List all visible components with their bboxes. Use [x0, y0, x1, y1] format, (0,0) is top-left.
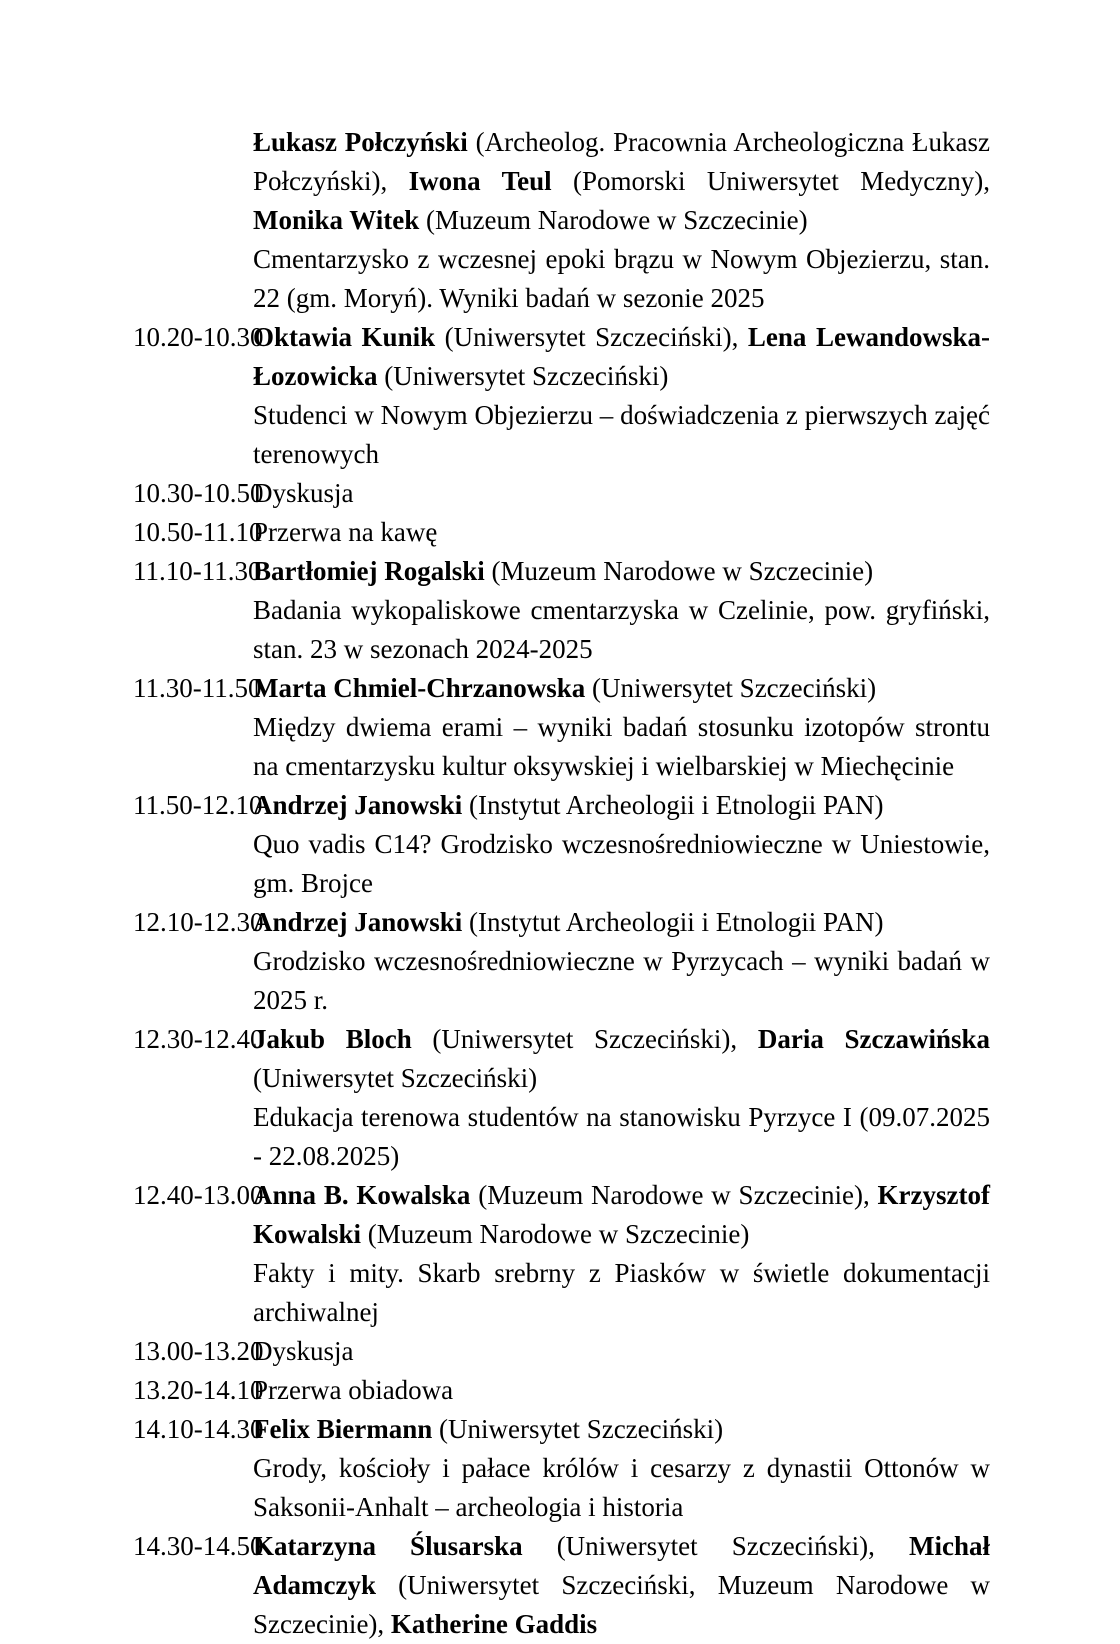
entry-speakers-line [253, 513, 990, 552]
affiliation-text: Dyskusja [253, 478, 354, 508]
entry-time-range: 10.50-11.10 [133, 517, 263, 547]
entry-speakers-line [253, 318, 990, 396]
speaker-name: Michał Adamczyk [253, 1531, 990, 1600]
entry-talk-title: Cmentarzysko z wczesnej epoki brązu w Nowym Objezierzu, stan. 22 (gm. Moryń). Wyniki badań w sezonie 2025 [253, 244, 990, 313]
speaker-name: Katherine Gaddis [390, 1609, 598, 1639]
speaker-name: Jakub Bloch [253, 1024, 412, 1054]
speaker-name: Andrzej Janowski [253, 907, 463, 937]
schedule-entry [133, 552, 990, 669]
affiliation-text: (Uniwersytet Szczeciński) [377, 361, 669, 391]
affiliation-text: (Pomorski Uniwersytet Medyczny), [551, 166, 990, 196]
affiliation-text: (Muzeum Narodowe w Szczecinie) [484, 556, 874, 586]
entry-time-range: 11.50-12.10 [133, 790, 263, 820]
entry-time-range: 12.40-13.00 [133, 1180, 264, 1210]
entry-speakers-line [253, 786, 990, 825]
entry-talk-title: Grody, kościoły i pałace królów i cesarzy z dynastii Ottonów w Saksonii-Anhalt – archeologia i historia [253, 1453, 990, 1522]
affiliation-text: (Uniwersytet Szczeciński) [432, 1414, 724, 1444]
schedule-entry [133, 903, 990, 1020]
affiliation-text: (Uniwersytet Szczeciński) [253, 1063, 538, 1093]
affiliation-text: (Uniwersytet Szczeciński) [585, 673, 877, 703]
affiliation-text: (Muzeum Narodowe w Szczecinie) [419, 205, 808, 235]
entry-speakers-line [253, 1020, 990, 1098]
entry-time-range: 11.10-11.30 [133, 556, 262, 586]
speaker-name: Marta Chmiel-Chrzanowska [253, 673, 586, 703]
schedule-entry [133, 474, 990, 513]
speaker-name: Felix Biermann [253, 1414, 433, 1444]
schedule-entry [133, 786, 990, 903]
entry-time-range: 11.30-11.50 [133, 673, 262, 703]
affiliation-text: (Uniwersytet Szczeciński), [411, 1024, 758, 1054]
affiliation-text: Dyskusja [253, 1336, 354, 1366]
schedule-entry [133, 318, 990, 474]
entry-content [253, 1527, 990, 1644]
affiliation-text: (Instytut Archeologii i Etnologii PAN) [462, 907, 884, 937]
entry-content [253, 786, 990, 903]
program-schedule-list [133, 123, 990, 1644]
entry-content [253, 1332, 990, 1371]
entry-content [253, 474, 990, 513]
entry-time-range: 13.20-14.10 [133, 1375, 264, 1405]
entry-speakers-line [253, 1410, 990, 1449]
entry-speakers-line [253, 1176, 990, 1254]
speaker-name: Oktawia Kunik [253, 322, 436, 352]
speaker-name: Anna B. Kowalska [253, 1180, 471, 1210]
speaker-name: Łukasz Połczyński [253, 127, 468, 157]
schedule-entry [133, 1371, 990, 1410]
entry-talk-title: Między dwiema erami – wyniki badań stosunku izotopów strontu na cmentarzysku kultur oksywskiej i wielbarskiej w Miechęcinie [253, 712, 990, 781]
affiliation-text: Przerwa na kawę [253, 517, 438, 547]
affiliation-text: (Archeolog. Pracownia Archeologiczna Łukasz Połczyński), [253, 127, 990, 196]
speaker-name: Lena Lewandowska-Łozowicka [253, 322, 990, 391]
entry-speakers-line [253, 1371, 990, 1410]
speaker-name: Daria Szczawińska [757, 1024, 990, 1054]
affiliation-text: (Muzeum Narodowe w Szczecinie), [470, 1180, 878, 1210]
entry-time-range: 13.00-13.20 [133, 1336, 264, 1366]
entry-speakers-line [253, 123, 990, 240]
affiliation-text: (Uniwersytet Szczeciński), [522, 1531, 909, 1561]
affiliation-text: (Uniwersytet Szczeciński, Muzeum Narodowe w Szczecinie), [253, 1570, 990, 1639]
entry-time-range: 10.30-10.50 [133, 478, 264, 508]
entry-speakers-line [253, 1527, 990, 1644]
schedule-entry [133, 1527, 990, 1644]
schedule-entry [133, 1410, 990, 1527]
speaker-name: Andrzej Janowski [253, 790, 463, 820]
affiliation-text: (Uniwersytet Szczeciński), [435, 322, 748, 352]
schedule-entry [133, 669, 990, 786]
speaker-name: Katarzyna Ślusarska [253, 1531, 523, 1561]
entry-content [253, 123, 990, 318]
speaker-name: Krzysztof Kowalski [253, 1180, 990, 1249]
schedule-entry [133, 1332, 990, 1371]
schedule-entry [133, 513, 990, 552]
entry-talk-title: Badania wykopaliskowe cmentarzyska w Czelinie, pow. gryfiński, stan. 23 w sezonach 2024-2025 [253, 595, 990, 664]
entry-talk-title: Fakty i mity. Skarb srebrny z Piasków w świetle dokumentacji archiwalnej [253, 1258, 990, 1327]
schedule-entry [133, 1020, 990, 1176]
affiliation-text: Przerwa obiadowa [253, 1375, 454, 1405]
entry-time-range: 14.10-14.30 [133, 1414, 264, 1444]
entry-speakers-line [253, 1332, 990, 1371]
entry-content [253, 318, 990, 474]
entry-time-range: 14.30-14.50 [133, 1531, 264, 1561]
affiliation-text: (Instytut Archeologii i Etnologii PAN) [462, 790, 884, 820]
entry-time-range: 12.10-12.30 [133, 907, 264, 937]
schedule-entry [133, 123, 990, 318]
entry-speakers-line [253, 552, 990, 591]
entry-speakers-line [253, 474, 990, 513]
entry-speakers-line [253, 903, 990, 942]
entry-talk-title: Grodzisko wczesnośredniowieczne w Pyrzycach – wyniki badań w 2025 r. [253, 946, 990, 1015]
entry-speakers-line [253, 669, 990, 708]
entry-talk-title: Quo vadis C14? Grodzisko wczesnośredniowieczne w Uniestowie, gm. Brojce [253, 829, 990, 898]
speaker-name: Monika Witek [253, 205, 420, 235]
speaker-name: Bartłomiej Rogalski [253, 556, 485, 586]
entry-content [253, 1176, 990, 1332]
entry-time-range: 12.30-12.40 [133, 1024, 264, 1054]
entry-talk-title: Studenci w Nowym Objezierzu – doświadczenia z pierwszych zajęć terenowych [253, 400, 990, 469]
speaker-name: Iwona Teul [408, 166, 552, 196]
schedule-entry [133, 1176, 990, 1332]
entry-content [253, 903, 990, 1020]
entry-content [253, 669, 990, 786]
entry-talk-title: Edukacja terenowa studentów na stanowisku Pyrzyce I (09.07.2025 - 22.08.2025) [253, 1102, 990, 1171]
entry-content [253, 1371, 990, 1410]
entry-time-range: 10.20-10.30 [133, 322, 264, 352]
entry-content [253, 1020, 990, 1176]
entry-content [253, 1410, 990, 1527]
entry-content [253, 552, 990, 669]
entry-content [253, 513, 990, 552]
affiliation-text: (Muzeum Narodowe w Szczecinie) [361, 1219, 750, 1249]
